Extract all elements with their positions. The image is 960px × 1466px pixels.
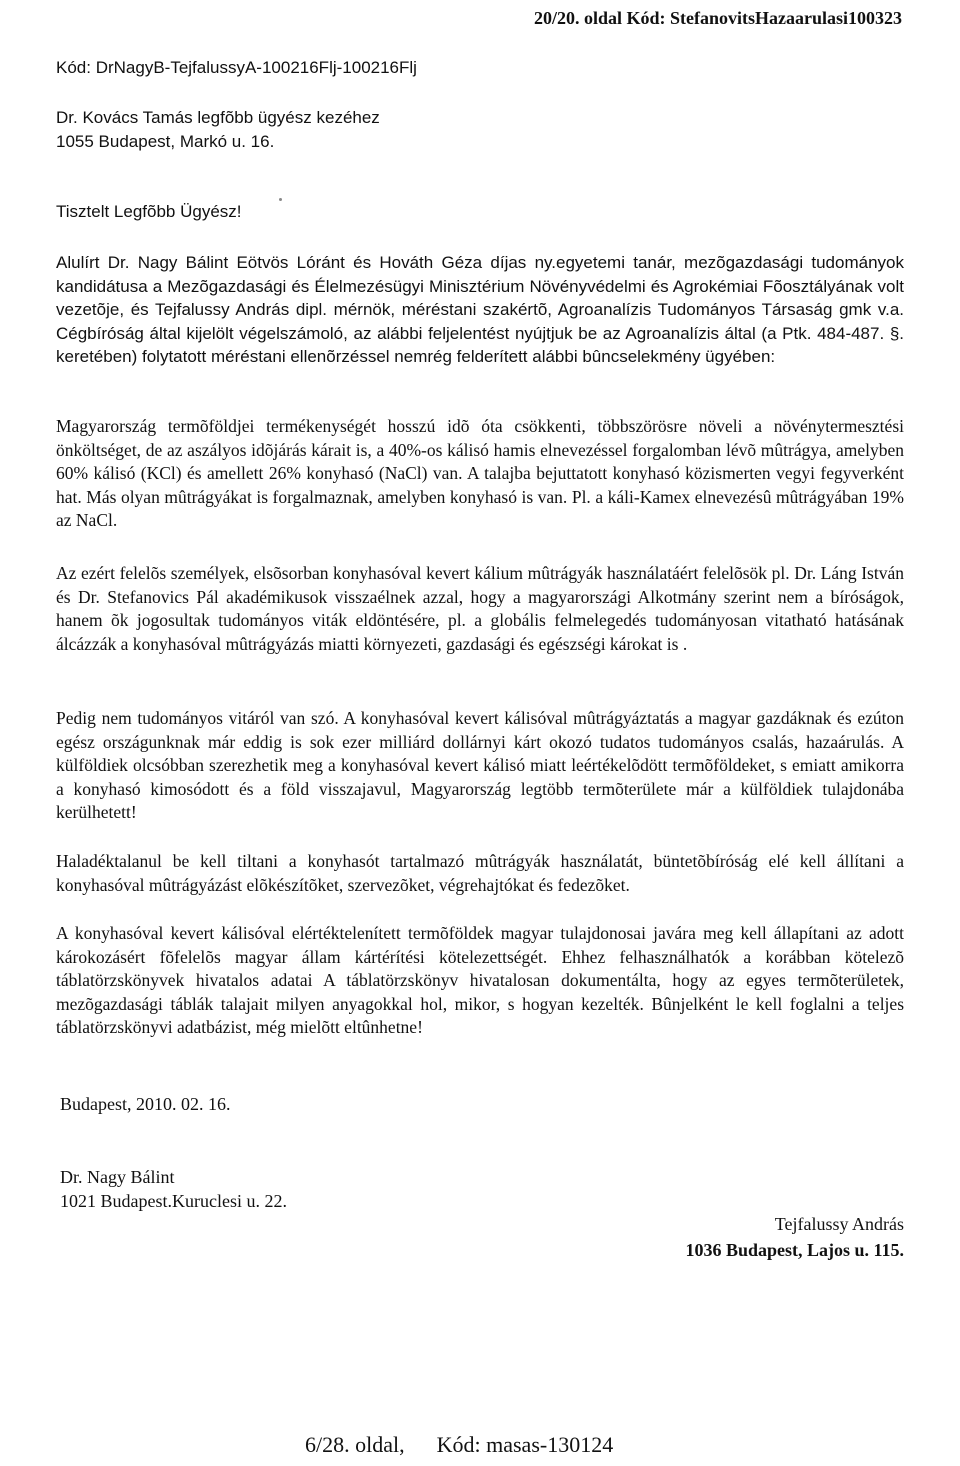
paragraph-text: Az ezért felelõs személyek, elsõsorban konyhasóval kevert kálium mûtrágyák használatáért felelõsök pl. Dr. Láng István és Dr. Stefanovics Pál akadémikusok visszaélnek azzal, hogy a magyarországi Alkotmány szerint nem a bíróságok, hanem õk jogosultak tudományos viták eldöntésére, pl. a globális felmelegedés tudományosan vitatható hatásának álcázzák a konyhasóval mûtrágyázás miatti környezeti, gazdasági és egészségi károkat is . — [56, 563, 904, 654]
salutation: Tisztelt Legfõbb Ügyész! — [56, 202, 242, 221]
body-paragraph — [56, 562, 904, 656]
addressee-line: 1055 Budapest, Markó u. 16. — [56, 132, 275, 151]
header-page-code: 20/20. oldal Kód: StefanovitsHazaarulasi100323 — [533, 8, 902, 28]
addressee-line: Dr. Kovács Tamás legfõbb ügyész kezéhez — [56, 108, 380, 127]
letter-date: Budapest, 2010. 02. 16. — [60, 1094, 231, 1114]
document-code: Kód: DrNagyB-TejfalussyA-100216Flj-100216Flj — [56, 58, 417, 77]
body-paragraph — [56, 922, 904, 1040]
page-footer — [305, 1432, 613, 1458]
signer-address: 1021 Budapest.Kuruclesi u. 22. — [60, 1191, 287, 1211]
addressee-block — [56, 106, 380, 154]
signer-name: Tejfalussy András — [774, 1214, 904, 1234]
signer-block-left — [60, 1165, 287, 1213]
paragraph-text: A konyhasóval kevert kálisóval elértéktelenített termõföldek magyar tulajdonosai javára meg kell állapítani az adott károkozásért fõfelelõs magyar állam kártérítési kötelezettségét. Ehhez felhasználhatók a korábban kötelezõ táblatörzskönyvek hivatalos adatai A táblatörzskönyv hivatalosan dokumentálta, hogy az egyes termõterületek, mezõgazdasági táblák talajait milyen anyagokkal hol, mikor, s hogyan kezelték. Bûnjelként le kell foglalni a teljes táblatörzskönyvi adatbázist, még mielõtt eltûnhetne! — [56, 923, 904, 1037]
footer-page-number: 6/28. oldal, — [305, 1432, 405, 1457]
body-paragraph — [56, 415, 904, 533]
body-paragraph — [56, 707, 904, 825]
paragraph-text: Haladéktalanul be kell tiltani a konyhasót tartalmazó mûtrágyák használatát, büntetõbíróság elé kell állítani a konyhasóval mûtrágyázást elõkészítõket, szervezõket, végrehajtókat és fedezõket. — [56, 851, 904, 895]
intro-paragraph — [56, 251, 904, 369]
signer-name: Dr. Nagy Bálint — [60, 1167, 175, 1187]
body-paragraph — [56, 850, 904, 897]
signer-address: 1036 Budapest, Lajos u. 115. — [685, 1240, 904, 1260]
paragraph-text: Magyarország termõföldjei termékenységét hosszú idõ óta csökkenti, többszörösre növeli a növénytermesztési önköltséget, de az aszályos idõjárás kárait is, a 40%-os kálisó hamis elnevezéssel forgalomban lévõ mûtrágya, amelyben 60% kálisó (KCl) és amellett 26% konyhasó (NaCl) van. A talajba bejuttatott konyhasó közismerten vegyi fegyverként hat. Más olyan mûtrágyákat is forgalmaznak, amelyben konyhasó is van. Pl. a káli-Kamex elnevezésû mûtrágyában 19% az NaCl. — [56, 416, 904, 530]
intro-text: Alulírt Dr. Nagy Bálint Eötvös Lóránt és Hováth Géza díjas ny.egyetemi tanár, mezõgazdasági tudományok kandidátusa a Mezõgazdasági és Élelmezésügyi Minisztérium Növényvédelmi és Agrokémiai Fõosztályának volt vezetõje, és Tejfalussy András dipl. mérnök, méréstani szakértõ, Agroanalízis Tudományos Társaság gmk v.a. Cégbíróság által kijelölt végelszámoló, az alábbi feljelentést nyújtjuk be az Agroanalízis által (a Ptk. 484-487. §. keretében) folytatott méréstani ellenõrzéssel nemrég felderített alábbi bûncselekmény ügyében: — [56, 253, 904, 366]
signer-block-right — [685, 1211, 904, 1263]
footer-code: Kód: masas-130124 — [436, 1432, 614, 1457]
paragraph-text: Pedig nem tudományos vitáról van szó. A konyhasóval kevert kálisóval mûtrágyáztatás a magyar gazdáknak és ezúton egész országunknak már eddig is sok ezer milliárd dollárnyi kárt okozó tudatos tudományos csalás, hazaárulás. A külföldiek olcsóbban szerezhetik meg a konyhasóval kevert kálisó miatt leértékelõdött termõföldeket, s emiatt amikorra a konyhasó kimosódott és a föld visszajavul, Magyarország legtöbb termõterülete már a külföldiek tulajdonába kerülhetett! — [56, 708, 904, 822]
scan-speck — [279, 198, 282, 201]
